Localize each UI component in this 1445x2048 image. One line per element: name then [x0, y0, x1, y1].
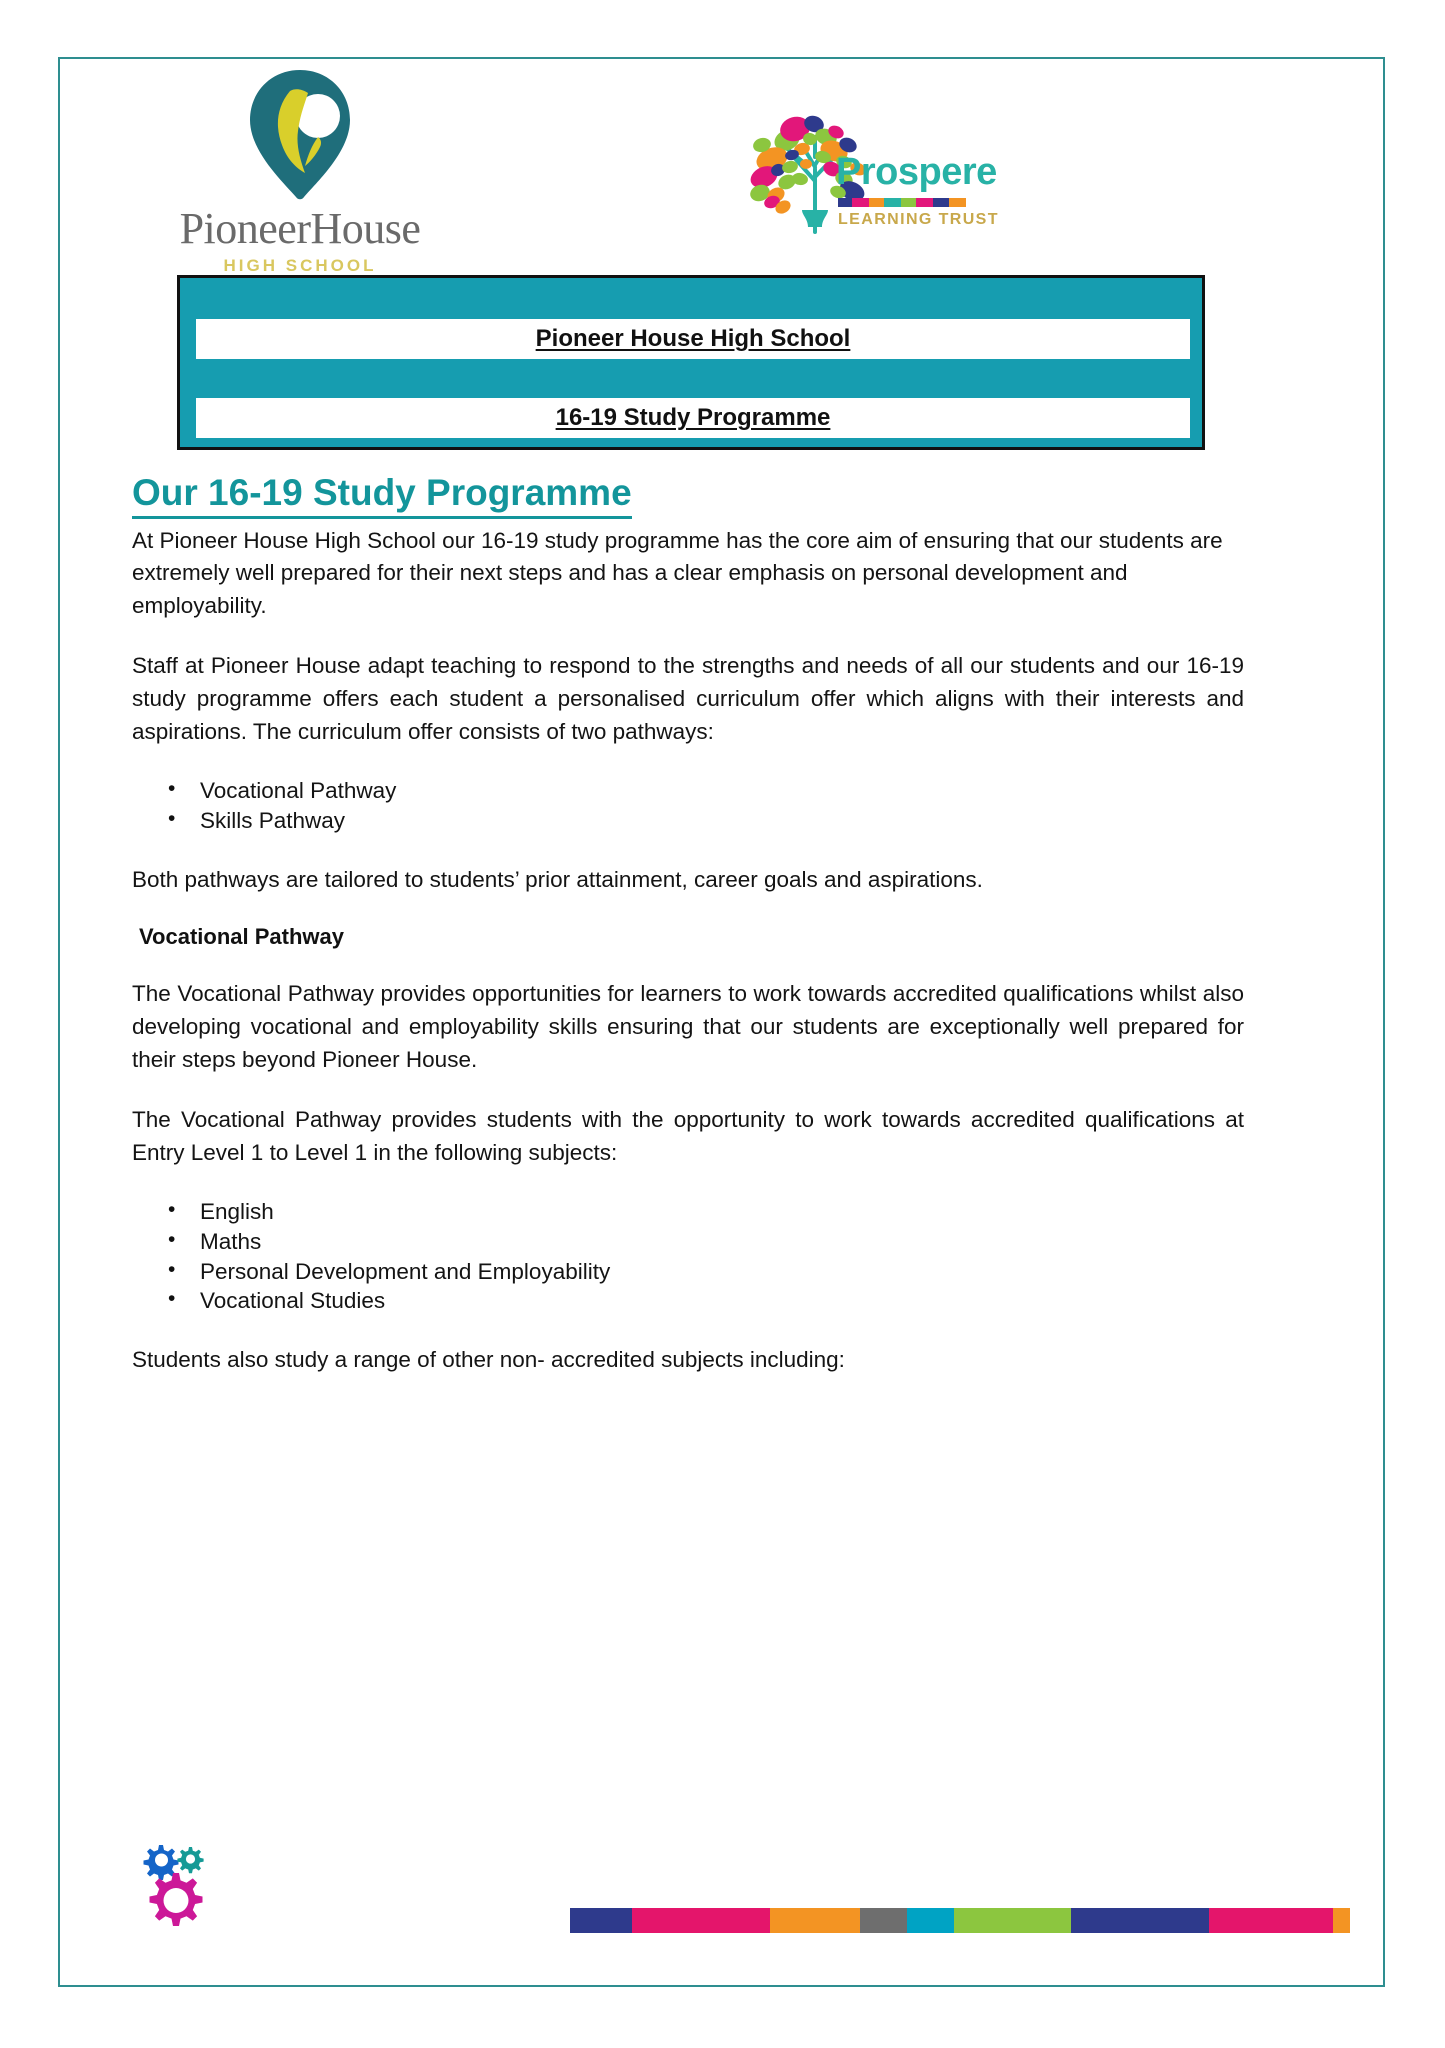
paragraph-non-accredited: Students also study a range of other non- accredited subjects including: — [132, 1347, 845, 1373]
list-item: • Maths — [200, 1227, 1244, 1257]
paragraph-vocational-qualifications: The Vocational Pathway provides students with the opportunity to work towards accredited qualifications at Entry Level 1 to Level 1 in the following subjects: — [132, 1107, 1244, 1165]
page-title: Our 16-19 Study Programme — [132, 472, 632, 519]
paragraph-staff-approach: Staff at Pioneer House adapt teaching to respond to the strengths and needs of all our students and our 16-19 study programme offers each student a personalised curriculum offer which aligns with their interests and aspirations. The curriculum offer consists of two pathways: — [132, 653, 1244, 744]
banner-school-name: Pioneer House High School — [535, 325, 851, 352]
location-pin-icon — [242, 67, 358, 203]
prospere-tagline: LEARNING TRUST — [838, 211, 999, 228]
paragraph-tailored: Both pathways are tailored to students’ prior attainment, career goals and aspirations. — [132, 866, 983, 892]
gears-icon — [132, 1837, 242, 1927]
footer-color-bar — [570, 1908, 1350, 1933]
gears-decoration — [132, 1837, 242, 1927]
prospere-learning-trust-logo — [740, 107, 999, 247]
banner-programme-box — [196, 398, 1190, 438]
pioneer-house-subtitle: HIGH SCHOOL — [223, 256, 377, 275]
list-item: • Vocational Pathway — [200, 776, 1244, 806]
prospere-wordmark: Prospere — [836, 151, 997, 193]
pioneer-house-logo — [130, 67, 470, 276]
prospere-color-bars — [838, 198, 966, 207]
banner-school-name-box — [196, 319, 1190, 359]
pathway-bullet-list — [132, 776, 1244, 835]
subheading-vocational-pathway: Vocational Pathway — [139, 924, 344, 950]
subject-bullet-list — [132, 1197, 1244, 1316]
page-frame — [58, 57, 1385, 1987]
title-banner — [177, 275, 1205, 450]
list-item: • English — [200, 1197, 1244, 1227]
page-content — [60, 59, 1383, 1985]
paragraph-intro: At Pioneer House High School our 16-19 study programme has the core aim of ensuring that our students are extremely well prepared for their next steps and has a clear emphasis on personal development and employability. — [132, 527, 1223, 618]
document-body — [132, 472, 1244, 1405]
list-item: • Vocational Studies — [200, 1286, 1244, 1316]
paragraph-vocational-overview: The Vocational Pathway provides opportunities for learners to work towards accredited qualifications whilst also developing vocational and employability skills ensuring that our students are exceptionally well prepared for their steps beyond Pioneer House. — [132, 981, 1244, 1072]
list-item: • Skills Pathway — [200, 806, 1244, 836]
list-item: • Personal Development and Employability — [200, 1257, 1244, 1287]
logo-row — [60, 59, 1383, 309]
banner-programme-name: 16-19 Study Programme — [555, 404, 831, 431]
pioneer-house-wordmark: PioneerHouse — [179, 204, 421, 253]
